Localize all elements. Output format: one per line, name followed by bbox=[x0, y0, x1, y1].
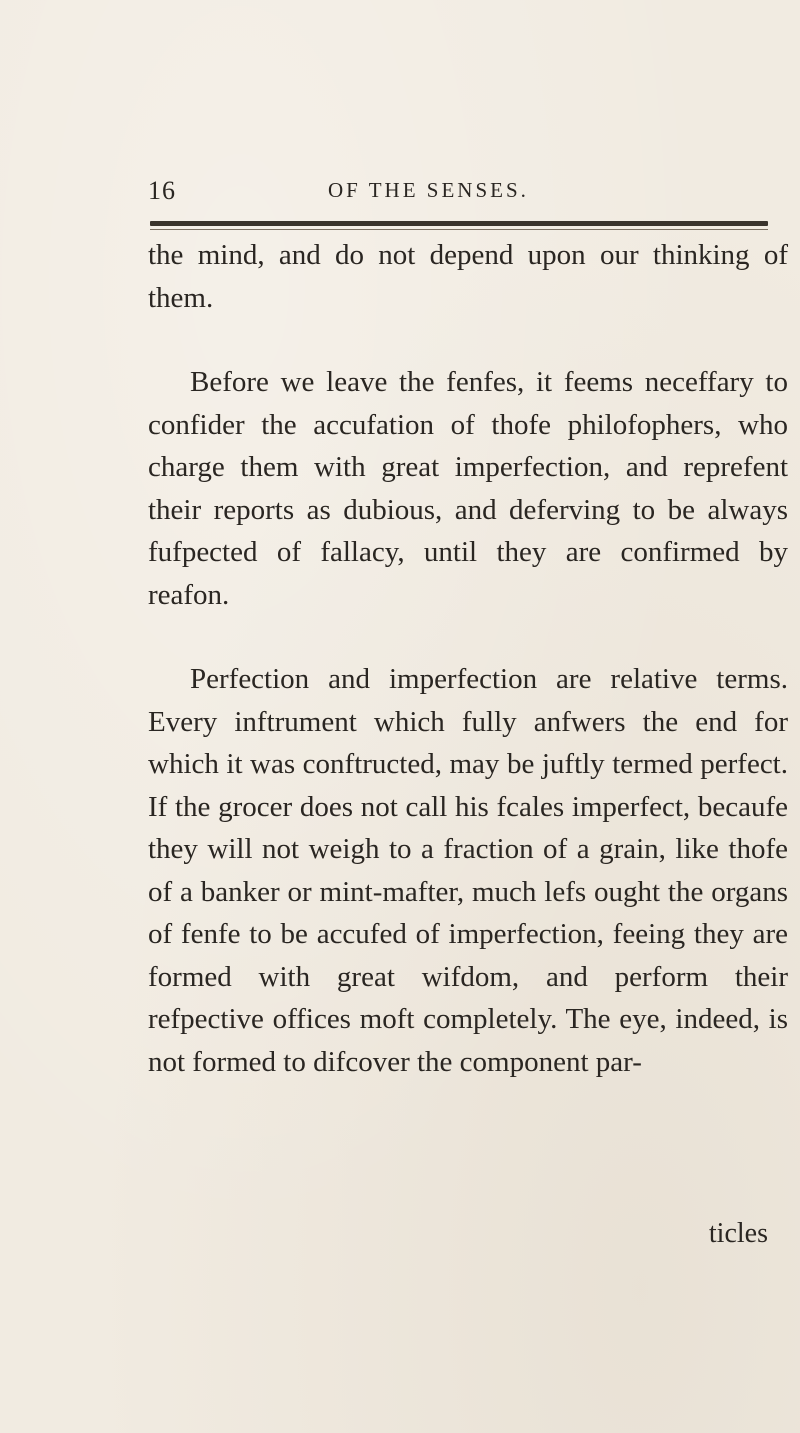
running-title: OF THE SENSES. bbox=[328, 178, 529, 202]
paragraph-continued: the mind, and do not depend upon our thinking of them. bbox=[148, 239, 788, 314]
header-rule bbox=[150, 221, 768, 226]
body-text bbox=[148, 234, 788, 1083]
running-head bbox=[148, 176, 768, 216]
header-rule-thin bbox=[150, 229, 768, 230]
paragraph-perfection: Perfection and imperfection are relative terms. Every inftrument which fully anfwers the end for which it was conftructed, may be juftly termed perfect. If the grocer does not call his fcales imperfect, becaufe they will not weigh to a fraction of a grain, like thofe of a banker or mint-mafter, much lefs ought the organs of fenfe to be accufed of imperfection, feeing they are formed with great wifdom, and perform their refpective offices moft completely. The eye, indeed, is not formed to difcover the component par- bbox=[148, 663, 788, 1078]
page-number: 16 bbox=[148, 176, 176, 205]
paragraph-senses: Before we leave the fenfes, it feems neceffary to confider the accufation of thofe philofophers, who charge them with great imperfection, and reprefent their reports as dubious, and deferving to be always fufpected of fallacy, until they are confirmed by reafon. bbox=[148, 366, 788, 611]
catchword: ticles bbox=[708, 1218, 768, 1249]
